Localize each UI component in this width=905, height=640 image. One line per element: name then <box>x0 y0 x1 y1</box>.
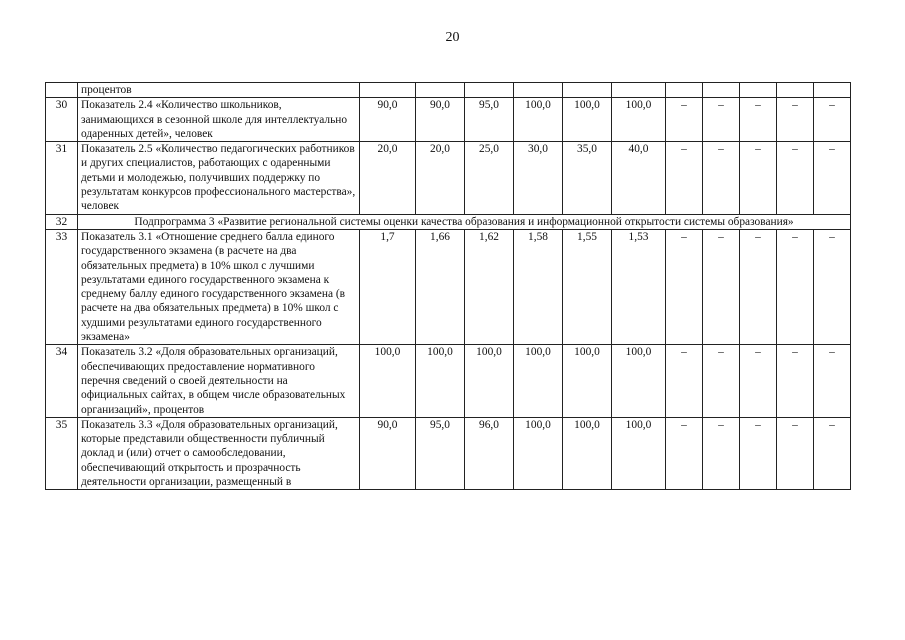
indicator-name-cell: процентов <box>78 83 360 98</box>
empty-value-cell: – <box>814 98 851 142</box>
table-row <box>46 417 851 489</box>
table-row <box>46 214 851 229</box>
indicator-value-cell: 1,53 <box>612 229 666 344</box>
empty-value-cell: – <box>740 417 777 489</box>
indicator-value-cell: 90,0 <box>360 98 416 142</box>
empty-value-cell: – <box>666 229 703 344</box>
indicator-name-cell: Показатель 3.2 «Доля образовательных организаций, обеспечивающих предоставление нормативного перечня сведений о своей деятельности на официальных сайтах, в общем числе образовательных организаций», процентов <box>78 345 360 417</box>
empty-value-cell: – <box>740 229 777 344</box>
indicators-table <box>45 82 851 490</box>
indicator-value-cell: 100,0 <box>612 417 666 489</box>
empty-value-cell: – <box>777 229 814 344</box>
row-number-cell <box>46 83 78 98</box>
empty-value-cell: – <box>814 345 851 417</box>
indicator-name-cell: Показатель 3.1 «Отношение среднего балла единого государственного экзамена (в расчете на два обязательных предмета) в 10% школ с лучшими результатами единого государственного экзамена к среднему баллу единого государственного экзамена (в расчете на два обязательных предмета) в 10% школ с худшими результатами единого государственного экзамена» <box>78 229 360 344</box>
indicator-value-cell <box>514 83 563 98</box>
indicator-value-cell: 35,0 <box>563 142 612 214</box>
table-row <box>46 98 851 142</box>
indicator-value-cell: 1,58 <box>514 229 563 344</box>
row-number-cell: 31 <box>46 142 78 214</box>
empty-value-cell: – <box>666 345 703 417</box>
empty-value-cell: – <box>740 345 777 417</box>
indicator-value-cell: 100,0 <box>360 345 416 417</box>
empty-value-cell: – <box>777 142 814 214</box>
indicator-value-cell: 40,0 <box>612 142 666 214</box>
indicator-value-cell: 20,0 <box>416 142 465 214</box>
indicator-value-cell: 90,0 <box>416 98 465 142</box>
empty-value-cell: – <box>703 98 740 142</box>
empty-value-cell <box>814 83 851 98</box>
empty-value-cell: – <box>703 142 740 214</box>
row-number-cell: 30 <box>46 98 78 142</box>
indicator-value-cell: 1,55 <box>563 229 612 344</box>
indicator-value-cell: 20,0 <box>360 142 416 214</box>
table-row <box>46 83 851 98</box>
indicator-value-cell: 100,0 <box>563 417 612 489</box>
indicator-value-cell <box>563 83 612 98</box>
indicator-value-cell: 90,0 <box>360 417 416 489</box>
indicator-value-cell: 1,66 <box>416 229 465 344</box>
table-body <box>46 83 851 490</box>
empty-value-cell <box>666 83 703 98</box>
empty-value-cell <box>777 83 814 98</box>
indicator-value-cell: 96,0 <box>465 417 514 489</box>
indicator-value-cell: 95,0 <box>416 417 465 489</box>
page-number: 20 <box>445 30 460 45</box>
subprogram-title-cell: Подпрограмма 3 «Развитие региональной системы оценки качества образования и информационной открытости системы образования» <box>78 214 851 229</box>
indicator-value-cell <box>416 83 465 98</box>
indicator-value-cell: 100,0 <box>612 98 666 142</box>
indicator-value-cell: 100,0 <box>416 345 465 417</box>
empty-value-cell: – <box>666 98 703 142</box>
row-number-cell: 32 <box>46 214 78 229</box>
empty-value-cell <box>703 83 740 98</box>
indicator-value-cell: 100,0 <box>514 417 563 489</box>
empty-value-cell: – <box>814 417 851 489</box>
row-number-cell: 34 <box>46 345 78 417</box>
empty-value-cell: – <box>740 142 777 214</box>
empty-value-cell: – <box>703 417 740 489</box>
empty-value-cell: – <box>777 345 814 417</box>
indicator-value-cell: 100,0 <box>563 345 612 417</box>
indicator-value-cell: 95,0 <box>465 98 514 142</box>
indicator-value-cell <box>465 83 514 98</box>
indicator-value-cell: 100,0 <box>612 345 666 417</box>
empty-value-cell: – <box>814 142 851 214</box>
indicator-value-cell <box>360 83 416 98</box>
empty-value-cell: – <box>666 417 703 489</box>
indicator-name-cell: Показатель 3.3 «Доля образовательных организаций, которые представили общественности публичный доклад и (или) отчет о самообследовании, обеспечивающий открытость и прозрачность деятельности организации, размещенный в <box>78 417 360 489</box>
row-number-cell: 35 <box>46 417 78 489</box>
table-row <box>46 345 851 417</box>
indicator-name-cell: Показатель 2.4 «Количество школьников, занимающихся в сезонной школе для интеллектуально одаренных детей», человек <box>78 98 360 142</box>
indicator-value-cell: 30,0 <box>514 142 563 214</box>
indicator-value-cell: 100,0 <box>563 98 612 142</box>
table-row <box>46 229 851 344</box>
empty-value-cell: – <box>777 98 814 142</box>
indicator-name-cell: Показатель 2.5 «Количество педагогических работников и других специалистов, работающих с одаренными детьми и молодежью, получивших поддержку по результатам конкурсов профессионального мастерства», человек <box>78 142 360 214</box>
empty-value-cell <box>740 83 777 98</box>
empty-value-cell: – <box>740 98 777 142</box>
empty-value-cell: – <box>666 142 703 214</box>
indicator-value-cell: 1,7 <box>360 229 416 344</box>
empty-value-cell: – <box>777 417 814 489</box>
table-row <box>46 142 851 214</box>
indicator-value-cell: 1,62 <box>465 229 514 344</box>
indicator-value-cell: 100,0 <box>465 345 514 417</box>
empty-value-cell: – <box>703 229 740 344</box>
indicator-value-cell: 25,0 <box>465 142 514 214</box>
indicator-value-cell: 100,0 <box>514 98 563 142</box>
indicator-value-cell <box>612 83 666 98</box>
empty-value-cell: – <box>814 229 851 344</box>
row-number-cell: 33 <box>46 229 78 344</box>
empty-value-cell: – <box>703 345 740 417</box>
indicator-value-cell: 100,0 <box>514 345 563 417</box>
